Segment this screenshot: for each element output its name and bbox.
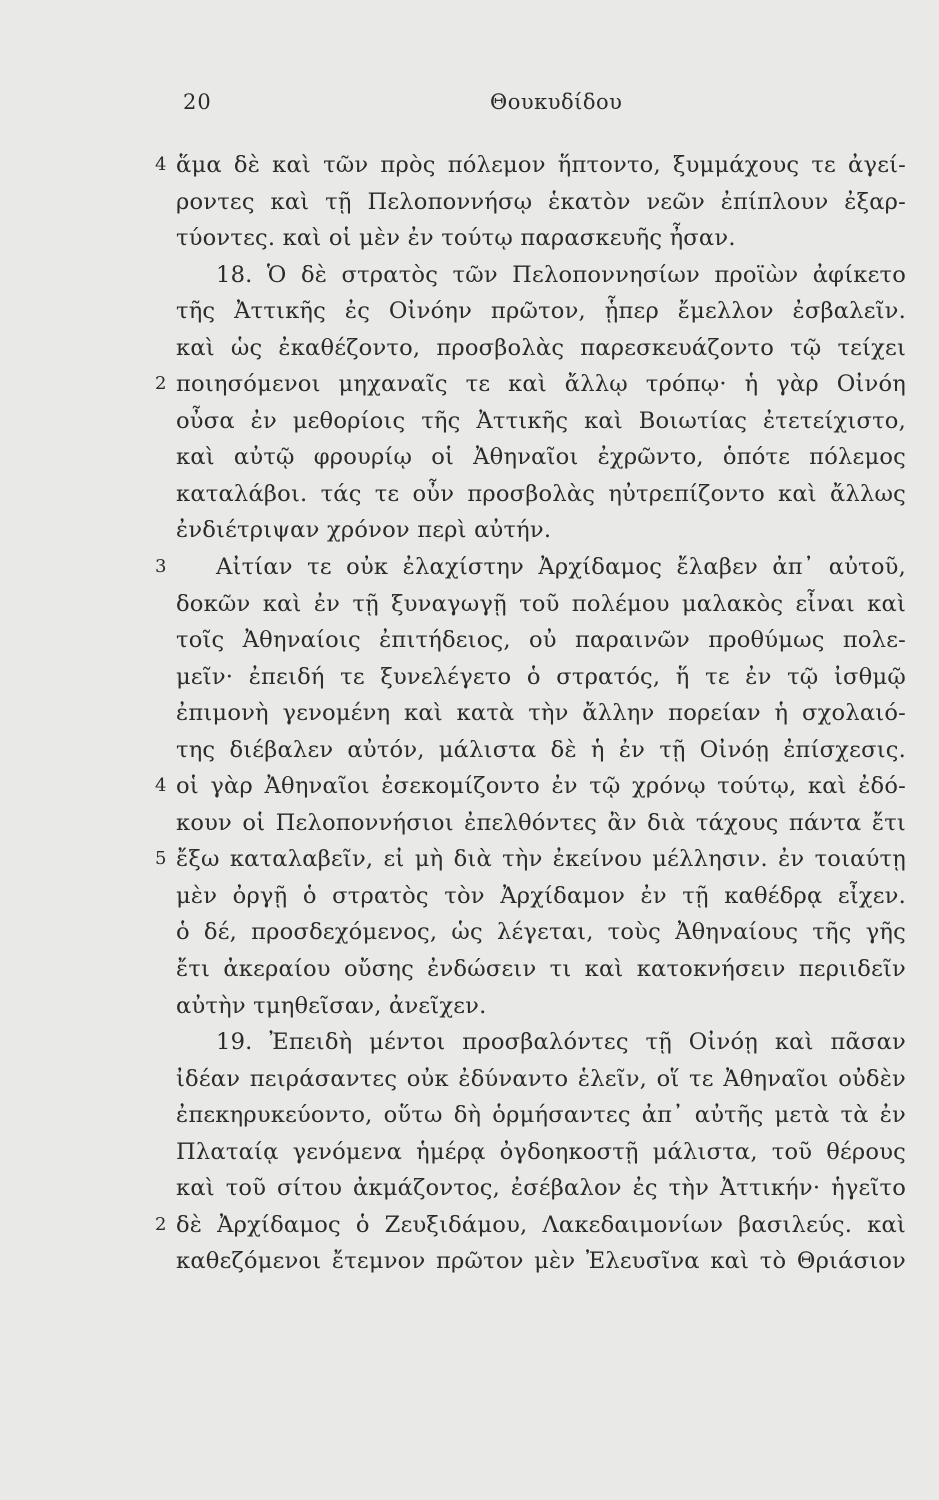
line-text: κουν οἱ Πελοποννήσιοι ἐπελθόντες ἂν διὰ τάχους πάντα ἔτι: [176, 809, 906, 836]
line-text: ἅμα δὲ καὶ τῶν πρὸς πόλεμον ἥπτοντο, ξυμμάχους τε ἀγεί-: [176, 152, 906, 178]
page-header: [0, 84, 939, 124]
line-text: τύοντες. καὶ οἱ μὲν ἐν τούτῳ παρασκευῆς ἦσαν.: [176, 225, 736, 252]
text-line: [0, 991, 939, 1028]
line-text: τοῖς Ἀθηναίοις ἐπιτήδειος, οὐ παραινῶν προθύμως πολε-: [176, 627, 906, 654]
line-text: δοκῶν καὶ ἐν τῇ ξυναγωγῇ τοῦ πολέμου μαλακὸς εἶναι καὶ: [176, 590, 906, 617]
line-text: 18. Ὁ δὲ στρατὸς τῶν Πελοποννησίων προϊὼν ἀφίκετο: [216, 261, 906, 288]
text-line: [0, 1137, 939, 1174]
section-number: 3: [155, 556, 167, 578]
text-line: [0, 515, 939, 552]
text-line: [0, 735, 939, 772]
line-text: ἰδέαν πειράσαντες οὐκ ἐδύναντο ἑλεῖν, οἵ τε Ἀθηναῖοι οὐδὲν: [176, 1065, 906, 1092]
line-text: ποιησόμενοι μηχαναῖς τε καὶ ἄλλῳ τρόπῳ· ἡ γὰρ Οἰνόη: [176, 371, 906, 398]
section-number: 4: [155, 154, 167, 175]
text-line: [0, 333, 939, 370]
line-text: της διέβαλεν αὐτόν, μάλιστα δὲ ἡ ἐν τῇ Οἰνόῃ ἐπίσχεσις.: [176, 736, 906, 763]
text-line: [0, 698, 939, 735]
line-text: ροντες καὶ τῇ Πελοποννήσῳ ἑκατὸν νεῶν ἐπίπλουν ἐξαρ-: [176, 188, 906, 215]
body-text: [0, 150, 939, 1283]
section-number: 2: [155, 373, 167, 395]
text-line: [0, 1246, 939, 1283]
text-line: [0, 1027, 939, 1064]
text-line: [0, 625, 939, 662]
section-number: 4: [155, 775, 167, 797]
text-line: [0, 917, 939, 954]
line-text: ἔξω καταλαβεῖν, εἰ μὴ διὰ τὴν ἐκείνου μέλλησιν. ἐν τοιαύτῃ: [176, 846, 906, 873]
line-text: καὶ αὐτῷ φρουρίῳ οἱ Ἀθηναῖοι ἐχρῶντο, ὁπότε πόλεμος: [176, 444, 906, 471]
line-text: ὁ δέ, προσδεχόμενος, ὡς λέγεται, τοὺς Ἀθηναίους τῆς γῆς: [176, 919, 906, 946]
text-line: [0, 771, 939, 808]
line-text: μεῖν· ἐπειδή τε ξυνελέγετο ὁ στρατός, ἥ τε ἐν τῷ ἰσθμῷ: [176, 663, 906, 690]
text-line: [0, 662, 939, 699]
text-line: [0, 808, 939, 845]
section-number: 5: [155, 848, 167, 870]
line-text: Πλαταίᾳ γενόμενα ἡμέρᾳ ὀγδοηκοστῇ μάλιστα, τοῦ θέρους: [176, 1138, 906, 1165]
line-text: οἱ γὰρ Ἀθηναῖοι ἐσεκομίζοντο ἐν τῷ χρόνῳ τούτῳ, καὶ ἐδό-: [176, 773, 906, 800]
line-text: οὖσα ἐν μεθορίοις τῆς Ἀττικῆς καὶ Βοιωτίας ἐτετείχιστο,: [176, 407, 906, 434]
text-line: [0, 442, 939, 479]
text-line: [0, 187, 939, 224]
line-text: καθεζόμενοι ἔτεμνον πρῶτον μὲν Ἐλευσῖνα καὶ τὸ Θριάσιον: [176, 1248, 906, 1275]
line-text: μὲν ὀργῇ ὁ στρατὸς τὸν Ἀρχίδαμον ἐν τῇ καθέδρᾳ εἶχεν.: [176, 882, 906, 909]
line-text: δὲ Ἀρχίδαμος ὁ Ζευξιδάμου, Λακεδαιμονίων βασιλεύς. καὶ: [176, 1211, 906, 1238]
line-text: καὶ ὡς ἐκαθέζοντο, προσβολὰς παρεσκευάζοντο τῷ τείχει: [176, 334, 906, 361]
text-line: [0, 954, 939, 991]
line-text: ἐπιμονὴ γενομένη καὶ κατὰ τὴν ἄλλην πορείαν ἡ σχολαιό-: [176, 700, 906, 727]
text-line: [0, 406, 939, 443]
line-text: ἐνδιέτριψαν χρόνον περὶ αὐτήν.: [176, 517, 552, 544]
text-line: [0, 296, 939, 333]
line-text: 19. Ἐπειδὴ μέντοι προσβαλόντες τῇ Οἰνόῃ καὶ πᾶσαν: [216, 1029, 906, 1056]
section-number: 2: [155, 1213, 167, 1235]
text-line: [0, 260, 939, 297]
line-text: τῆς Ἀττικῆς ἐς Οἰνόην πρῶτον, ᾗπερ ἔμελλον ἐσβαλεῖν.: [176, 298, 906, 325]
page-number: 20: [183, 90, 212, 114]
text-line: [0, 369, 939, 406]
text-line: [0, 1100, 939, 1137]
text-line: [0, 223, 939, 260]
text-line: [0, 881, 939, 918]
line-text: ἔτι ἀκεραίου οὔσης ἐνδώσειν τι καὶ κατοκνήσειν περιιδεῖν: [176, 956, 906, 983]
line-text: καταλάβοι. τάς τε οὖν προσβολὰς ηὐτρεπίζοντο καὶ ἄλλως: [176, 480, 906, 507]
line-text: Αἰτίαν τε οὐκ ἐλαχίστην Ἀρχίδαμος ἔλαβεν ἀπ᾽ αὐτοῦ,: [216, 554, 906, 581]
running-title: Θουκυδίδου: [490, 90, 623, 114]
text-line: [0, 1173, 939, 1210]
line-text: ἐπεκηρυκεύοντο, οὕτω δὴ ὁρμήσαντες ἀπ᾽ αὐτῆς μετὰ τὰ ἐν: [176, 1102, 906, 1129]
text-line: [0, 589, 939, 626]
text-line: [0, 1210, 939, 1247]
line-text: καὶ τοῦ σίτου ἀκμάζοντος, ἐσέβαλον ἐς τὴν Ἀττικήν· ἡγεῖτο: [176, 1175, 906, 1202]
text-line: [0, 479, 939, 516]
text-line: [0, 552, 939, 589]
text-line: [0, 150, 939, 187]
line-text: αὐτὴν τμηθεῖσαν, ἀνεῖχεν.: [176, 992, 487, 1019]
text-line: [0, 1064, 939, 1101]
text-line: [0, 844, 939, 881]
